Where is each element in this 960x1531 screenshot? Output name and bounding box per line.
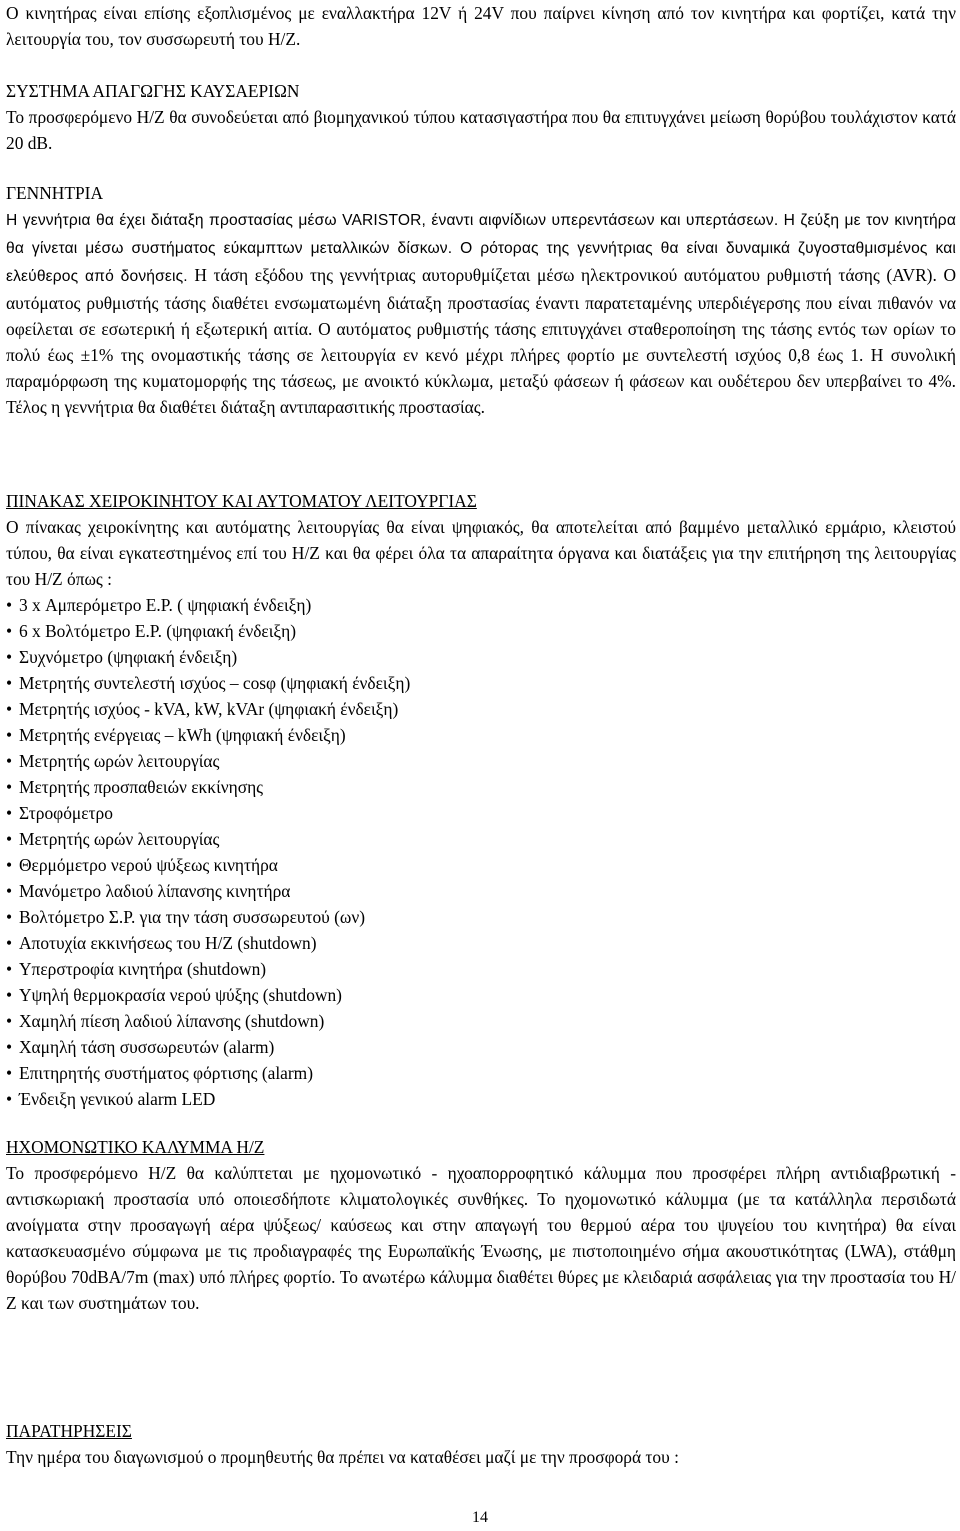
generator-paragraph [6, 206, 956, 420]
list-item: • 6 x Βολτόμετρο Ε.Ρ. (ψηφιακή ένδειξη) [6, 618, 956, 644]
generator-text-serif: Η τάση εξόδου της γεννήτριας αυτορυθμίζεται μέσω ηλεκτρονικού αυτόματου ρυθμιστή τάσης (AVR). Ο αυτόματος ρυθμιστής τάσης διαθέτει ενσωματωμένη διάταξη προστασίας έναντι παρατεταμένης υπερδιέγερσης που είναι πιθανόν να οφείλεται σε εσωτερική ή εξωτερική αιτία. Ο αυτόματος ρυθμιστής τάσης επιτυγχάνει σταθεροποίηση της τάσης εντός των ορίων το πολύ έως ±1% της ονομαστικής τάσης σε λειτουργία εν κενό μέχρι πλήρες φορτίο με συντελεστή ισχύος 0,8 έως 1. Η συνολική παραμόρφωση της κυματομορφής της τάσεως, με ανοικτό κύκλωμα, μεταξύ φάσεων ή φάσεων και ουδέτερου δεν υπερβαίνει το 4%. Τέλος η γεννήτρια θα διαθέτει διάταξη αντιπαρασιτικής προστασίας. [6, 265, 957, 417]
panel-section [6, 488, 956, 1112]
list-item: • Μετρητής ωρών λειτουργίας [6, 748, 956, 774]
instrument-list [6, 592, 956, 1112]
exhaust-heading: ΣΥΣΤΗΜΑ ΑΠΑΓΩΓΗΣ ΚΑΥΣΑΕΡΙΩΝ [6, 81, 300, 101]
list-item: • Ένδειξη γενικού alarm LED [6, 1086, 956, 1112]
list-item: • Μετρητής συντελεστή ισχύος – cosφ (ψηφιακή ένδειξη) [6, 670, 956, 696]
generator-text-sans: Η γεννήτρια θα έχει διάταξη προστασίας μέσω VARISTOR, έναντι αιφνίδιων υπερεντάσεων και υπερτάσεων. Η ζεύξη με τον κινητήρα θα γίνεται μέσω συστήματος εύκαμπτων μεταλλικών δίσκων. Ο ρότορας της γεννήτριας θα είναι δυναμικά ζυγοσταθμισμένος και ελεύθερος από δονήσεις. [6, 212, 956, 285]
list-item: • Μετρητής ισχύος - kVA, kW, kVAr (ψηφιακή ένδειξη) [6, 696, 956, 722]
list-item: • Θερμόμετρο νερού ψύξεως κινητήρα [6, 852, 956, 878]
remarks-section [6, 1418, 956, 1470]
list-item: • Μετρητής ωρών λειτουργίας [6, 826, 956, 852]
remarks-heading: ΠΑΡΑΤΗΡΗΣΕΙΣ [6, 1421, 132, 1441]
page-number: 14 [472, 1509, 488, 1526]
panel-paragraph: Ο πίνακας χειροκίνητης και αυτόματης λειτουργίας θα είναι ψηφιακός, θα αποτελείται από βαμμένο μεταλλικό ερμάριο, κλειστού τύπου, θα είναι εγκατεστημένος επί του Η/Ζ και θα φέρει όλα τα απαραίτητα όργανα και διατάξεις για την επιτήρηση της λειτουργίας του Η/Ζ όπως : [6, 517, 956, 589]
enclosure-heading: ΗΧΟΜΟΝΩΤΙΚΟ ΚΑΛΥΜΜΑ Η/Ζ [6, 1137, 265, 1157]
list-item: • Χαμηλή πίεση λαδιού λίπανσης (shutdown) [6, 1008, 956, 1034]
list-item: • Βολτόμετρο Σ.Ρ. για την τάση συσσωρευτού (ων) [6, 904, 956, 930]
list-item: • Μετρητής προσπαθειών εκκίνησης [6, 774, 956, 800]
list-item: • Συχνόμετρο (ψηφιακή ένδειξη) [6, 644, 956, 670]
exhaust-paragraph: Το προσφερόμενο Η/Ζ θα συνοδεύεται από βιομηχανικού τύπου κατασιγαστήρα που θα επιτυγχάνει μείωση θορύβου τουλάχιστον κατά 20 dB. [6, 107, 956, 153]
exhaust-section [6, 78, 956, 156]
generator-heading: ΓΕΝΝΗΤΡΙΑ [6, 183, 103, 203]
enclosure-section [6, 1134, 956, 1316]
list-item: • Επιτηρητής συστήματος φόρτισης (alarm) [6, 1060, 956, 1086]
list-item: • Μετρητής ενέργειας – kWh (ψηφιακή ένδειξη) [6, 722, 956, 748]
list-item: • Υψηλή θερμοκρασία νερού ψύξης (shutdown) [6, 982, 956, 1008]
remarks-paragraph: Την ημέρα του διαγωνισμού ο προμηθευτής θα πρέπει να καταθέσει μαζί με την προσφορά του : [6, 1447, 679, 1467]
intro-paragraph: Ο κινητήρας είναι επίσης εξοπλισμένος με εναλλακτήρα 12V ή 24V που παίρνει κίνηση από τον κινητήρα και φορτίζει, κατά την λειτουργία του, τον συσσωρευτή του Η/Ζ. [6, 3, 956, 49]
list-item: • Υπερστροφία κινητήρα (shutdown) [6, 956, 956, 982]
list-item: • Στροφόμετρο [6, 800, 956, 826]
generator-section [6, 180, 956, 420]
enclosure-paragraph: Το προσφερόμενο Η/Ζ θα καλύπτεται με ηχομονωτικό - ηχοαπορροφητικό κάλυμμα που προσφέρει πλήρη αντιδιαβρωτική - αντισκωριακή προστασία υπό οποιεσδήποτε κλιματολογικές συνθήκες. Το ηχομονωτικό κάλυμμα (με τα κατάλληλα περσιδωτά ανοίγματα στην προσαγωγή αέρα ψύξεως/ καύσεως και στην απαγωγή του θερμού αέρα του ψυγείου του κινητήρα) θα είναι κατασκευασμένο σύμφωνα με τις προδιαγραφές της Ευρωπαϊκής Ένωσης, με πιστοποιημένο σήμα ακουστικότητας (LWA), στάθμη θορύβου 70dBA/7m (max) υπό πλήρες φορτίο. Το ανωτέρω κάλυμμα διαθέτει θύρες με κλειδαριά ασφάλειας για την προστασία του Η/Ζ και των συστημάτων του. [6, 1163, 956, 1313]
list-item: • 3 x Αμπερόμετρο Ε.Ρ. ( ψηφιακή ένδειξη) [6, 592, 956, 618]
panel-heading: ΠΙΝΑΚΑΣ ΧΕΙΡΟΚΙΝΗΤΟΥ ΚΑΙ ΑΥΤΟΜΑΤΟΥ ΛΕΙΤΟΥΡΓΙΑΣ [6, 491, 477, 511]
list-item: • Αποτυχία εκκινήσεως του Η/Ζ (shutdown) [6, 930, 956, 956]
list-item: • Χαμηλή τάση συσσωρευτών (alarm) [6, 1034, 956, 1060]
list-item: • Μανόμετρο λαδιού λίπανσης κινητήρα [6, 878, 956, 904]
